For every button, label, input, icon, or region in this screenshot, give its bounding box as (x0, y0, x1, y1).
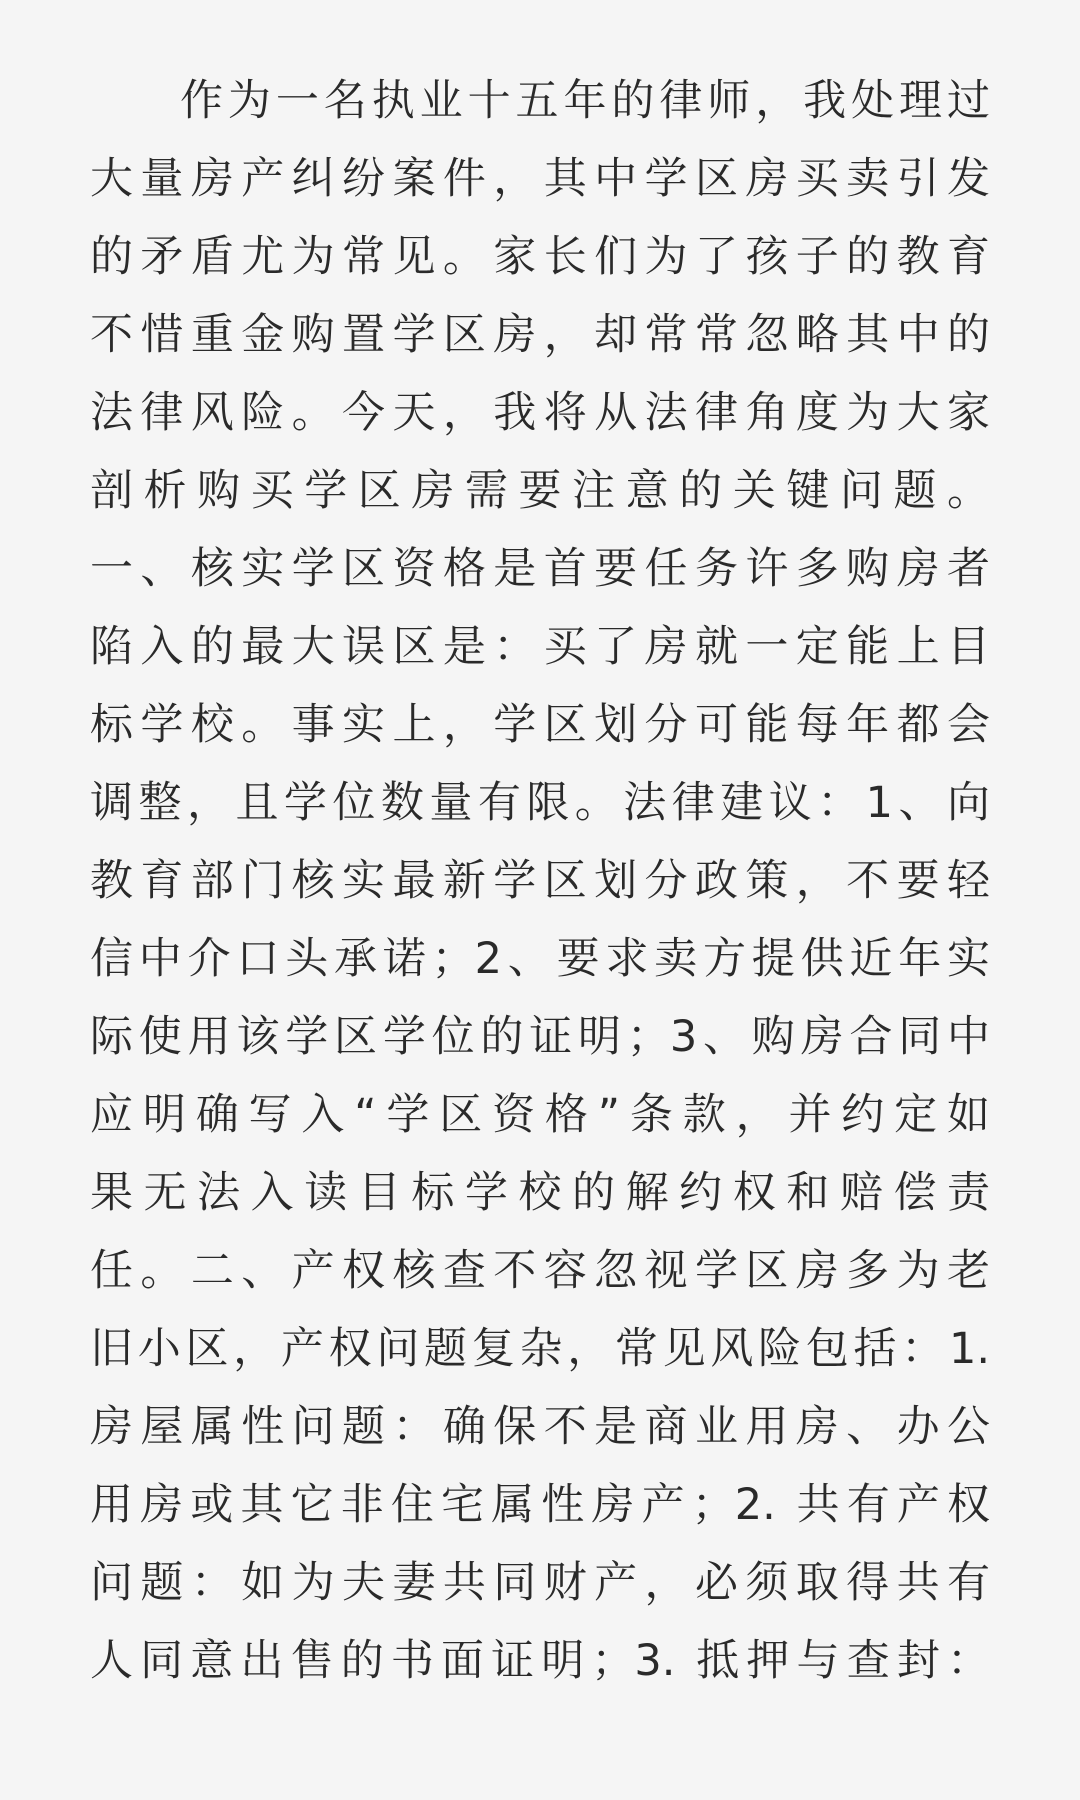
text-line: 陷入的最大误区是：买了房就一定能上目 (90, 622, 990, 672)
text-line: 问题：如为夫妻共同财产，必须取得共有 (90, 1558, 990, 1608)
text-line: 际使用该学区学位的证明；3、购房合同中 (90, 1012, 990, 1062)
text-line: 一、核实学区资格是首要任务许多购房者 (90, 544, 990, 594)
text-line: 调整，且学位数量有限。法律建议：1、向 (90, 778, 990, 828)
text-line: 信中介口头承诺；2、要求卖方提供近年实 (90, 934, 990, 984)
article-body (90, 62, 990, 1700)
text-line: 作为一名执业十五年的律师，我处理过 (180, 76, 990, 126)
text-line: 教育部门核实最新学区划分政策，不要轻 (90, 856, 990, 906)
text-line: 用房或其它非住宅属性房产；2. 共有产权 (90, 1480, 990, 1530)
text-line: 大量房产纠纷案件，其中学区房买卖引发 (90, 154, 990, 204)
text-line: 法律风险。今天，我将从法律角度为大家 (90, 388, 990, 438)
text-line: 任。二、产权核查不容忽视学区房多为老 (90, 1246, 990, 1296)
text-line: 剖析购买学区房需要注意的关键问题。 (90, 466, 990, 516)
text-line: 标学校。事实上，学区划分可能每年都会 (90, 700, 990, 750)
text-line: 房屋属性问题：确保不是商业用房、办公 (90, 1402, 990, 1452)
text-line: 应明确写入“学区资格”条款，并约定如 (90, 1090, 990, 1140)
text-line: 的矛盾尤为常见。家长们为了孩子的教育 (90, 232, 990, 282)
text-line: 旧小区，产权问题复杂，常见风险包括：1. (90, 1324, 990, 1374)
text-line: 人同意出售的书面证明；3. 抵押与查封： (90, 1636, 990, 1686)
text-line: 不惜重金购置学区房，却常常忽略其中的 (90, 310, 990, 360)
text-line: 果无法入读目标学校的解约权和赔偿责 (90, 1168, 990, 1218)
